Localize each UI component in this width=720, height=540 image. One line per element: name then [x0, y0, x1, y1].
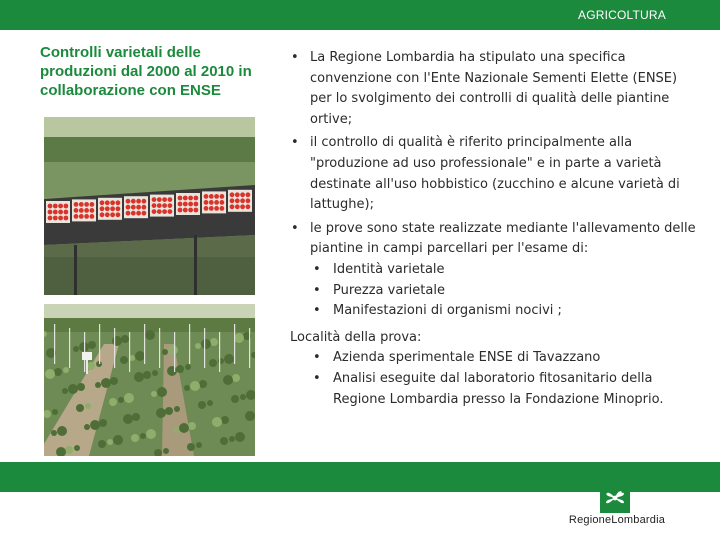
top-header-bar: [0, 0, 720, 30]
bullet-item: • le prove sono state realizzate mediante l'allevamento delle piantine in campi parcellari per l'esame di: • Identità varietale • Purezza varietale • Manifestazioni di organismi nocivi ;: [290, 219, 700, 322]
location-item: • Azienda sperimentale ENSE di Tavazzano: [310, 348, 700, 369]
location-heading: Località della prova:: [290, 329, 422, 345]
tomato-field-photo: [44, 304, 255, 456]
logo-wordmark: RegioneLombardia: [568, 514, 666, 526]
bullet-item: • il controllo di qualità è riferito principalmente alla "produzione ad uso professionale" e in parte a varietà destinate all'uso hobbistico (zucchino e alcune varietà di lattughe);: [290, 133, 700, 215]
main-bullet-list: [290, 48, 700, 322]
sub-bullet-item: • Purezza varietale: [310, 281, 700, 302]
slide-title: Controlli varietali delle produzioni dal 2000 al 2010 in collaborazione con ENSE: [40, 44, 252, 99]
tomato-seedlings-photo: [44, 117, 255, 295]
regione-lombardia-logo: [555, 476, 679, 536]
main-content: [290, 48, 700, 410]
location-list: [310, 348, 700, 410]
rosa-camuna-icon: [600, 483, 630, 513]
bullet-item: • La Regione Lombardia ha stipulato una specifica convenzione con l'Ente Nazionale Sementi Elette (ENSE) per lo svolgimento dei controlli di qualità delle piantine ortive;: [290, 48, 700, 130]
sub-bullet-item: • Manifestazioni di organismi nocivi ;: [310, 301, 700, 322]
location-item: • Analisi eseguite dal laboratorio fitosanitario della Regione Lombardia presso la Fondazione Minoprio.: [310, 369, 700, 410]
sub-bullet-item: • Identità varietale: [310, 260, 700, 281]
section-label: AGRICOLTURA: [578, 8, 666, 22]
sub-bullet-list: [310, 260, 700, 322]
